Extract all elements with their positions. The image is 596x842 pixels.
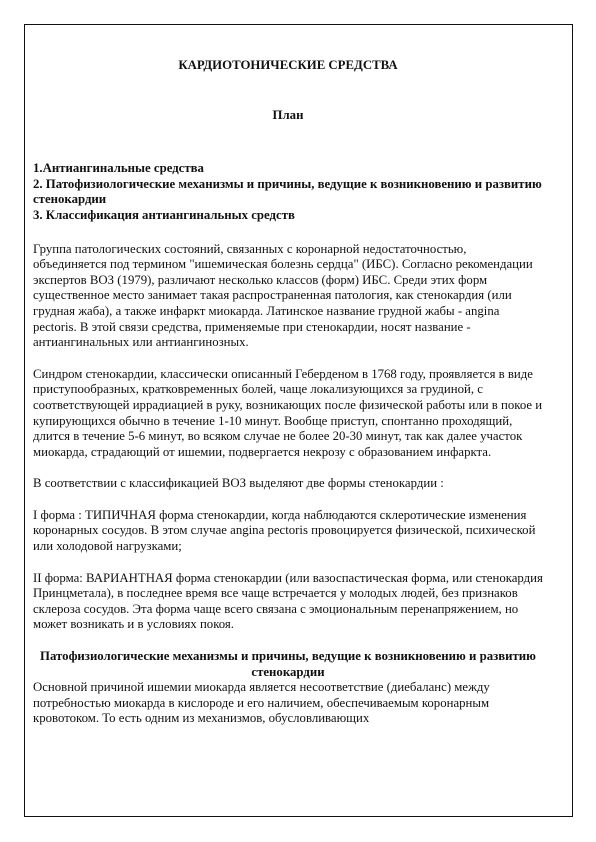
plan-item: 1.Антиангинальные средства <box>33 161 204 176</box>
paragraph-ischemia-cause: Основной причиной ишемии миокарда является несоответствие (диебаланс) между потребностью миокарда в кислороде и его наличием, обеспечиваемым коронарным кровотоком. То есть одним из механизмов, обусловливающих <box>33 680 490 726</box>
paragraph-who-classification: В соответствии с классификацией ВОЗ выделяют две формы стенокардии : <box>33 476 444 491</box>
document-body <box>33 58 543 727</box>
plan-item: 3. Классификация антиангинальных средств <box>33 207 295 222</box>
document-title: КАРДИОТОНИЧЕСКИЕ СРЕДСТВА <box>178 58 398 72</box>
paragraph-angina-syndrome: Синдром стенокардии, классически описанный Геберденом в 1768 году, проявляется в виде приступообразных, кратковременных болей, чаще локализующихся за грудиной, с соответствующей иррадиацией в руку, возникающих после физической работы или в покое и купирующихся обычно в течение 1-10 минут. Вообще приступ, спонтанно проходящий, длится в течение 5-6 минут, во всяком случае не более 20-30 минут, так как далее участок миокарда, страдающий от ишемии, подвергается некрозу с образованием инфаркта. <box>33 366 543 459</box>
plan-heading: План <box>272 107 304 122</box>
plan-list <box>33 161 543 223</box>
section-heading: Патофизиологические механизмы и причины, ведущие к возникновению и развитию стенокардии <box>40 649 536 679</box>
paragraph-ibs-definition: Группа патологических состояний, связанных с коронарной недостаточностью, объединяется под термином "ишемическая болезнь сердца" (ИБС). Согласно рекомендации экспертов ВОЗ (1979), различают несколько классов (форм) ИБС. Среди этих форм существенное место занимает такая распространенная патология, как стенокардия (или грудная жаба), а также инфаркт миокарда. Латинское название грудной жабы - angina pectoris. В этой связи средства, применяемые при стенокардии, носят название - антиангинальных или антиангинозных. <box>33 241 533 350</box>
plan-item: 2. Патофизиологические механизмы и причины, ведущие к возникновению и развитию стенокардии <box>33 176 542 207</box>
paragraph-form-one: I форма : ТИПИЧНАЯ форма стенокардии, когда наблюдаются склеротические изменения коронарных сосудов. В этом случае angina pectoris провоцируется физической, психической или холодовой нагрузками; <box>33 507 536 554</box>
paragraph-form-two: II форма: ВАРИАНТНАЯ форма стенокардии (или вазоспастическая форма, или стенокардия Принцметала), в последнее время все чаще встречается у молодых людей, без признаков склероза сосудов. Эта форма чаще всего связана с эмоциональным перенапряжением, но может возникать и в условиях покоя. <box>33 570 543 632</box>
